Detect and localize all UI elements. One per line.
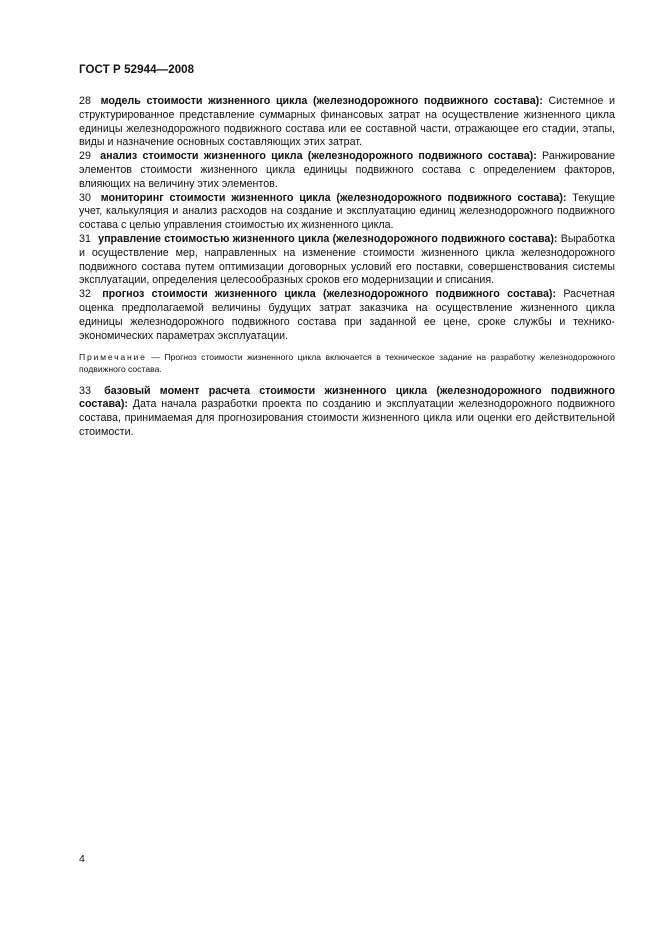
term-definition: Выработка и осуществление мер, направленных на изменение стоимости жизненного цикла железнодорожного подвижного состава путем оптимизации договорных условий его поставки, совершенствования системы эксплуатации, определения целесообразных сроков его модернизации и списания. — [79, 232, 615, 287]
note-text: — Прогноз стоимости жизненного цикла включается в техническое задание на разработку железнодорожного подвижного состава. — [79, 352, 616, 374]
term-number: 28 — [79, 95, 91, 107]
term-name: прогноз стоимости жизненного цикла (железнодорожного подвижного состава): — [102, 288, 557, 301]
term-entry-33 — [79, 385, 615, 440]
note — [79, 352, 615, 375]
term-entry-30 — [79, 192, 615, 233]
term-entry-28 — [79, 95, 615, 150]
note-label: Примечание — [79, 352, 147, 363]
term-definition: Текущие учет, калькуляция и анализ расходов на создание и эксплуатацию единиц железнодорожного подвижного состава с целью управления стоимостью их жизненного цикла. — [79, 191, 615, 232]
term-name: мониторинг стоимости жизненного цикла (железнодорожного подвижного состава): — [100, 191, 567, 204]
term-name: анализ стоимости жизненного цикла (железнодорожного подвижного состава): — [100, 150, 537, 163]
document-header: ГОСТ Р 52944—2008 — [79, 64, 195, 76]
term-name: модель стоимости жизненного цикла (железнодорожного подвижного состава): — [100, 95, 543, 107]
term-name: управление стоимостью жизненного цикла (железнодорожного подвижного состава): — [98, 232, 558, 245]
term-definition: Расчетная оценка предполагаемой величины будущих затрат заказчика на осуществление жизненного цикла единицы железнодорожного подвижного состава при заданной ее цене, сроке службы и технико-экономических параметрах эксплуатации. — [79, 288, 615, 342]
term-number: 30 — [79, 191, 91, 204]
term-definition: Дата начала разработки проекта по созданию и эксплуатации железнодорожного подвижного состава, принимаемая для прогнозирования стоимости жизненного цикла или оценки его действительной стоимости. — [79, 398, 615, 438]
term-entry-32 — [79, 288, 615, 343]
term-entry-31 — [79, 233, 615, 288]
term-number: 33 — [79, 384, 91, 397]
term-definition: Ранжирование элементов стоимости жизненного цикла единицы подвижного состава с определением факторов, влияющих на величину этих элементов. — [79, 150, 615, 190]
document-body — [79, 95, 615, 440]
term-name: базовый момент расчета стоимости жизненного цикла (железнодорожного подвижного состава): — [79, 384, 615, 411]
term-number: 29 — [79, 150, 91, 163]
term-definition: Системное и структурированное представление суммарных финансовых затрат на осуществление жизненного цикла единицы железнодорожного подвижного состава или ее составной части, отражающее его стадии, этапы, виды и назначение основных составляющих этих затрат. — [79, 95, 615, 149]
page-number: 4 — [79, 853, 85, 865]
term-number: 31 — [79, 232, 91, 245]
term-number: 32 — [79, 288, 91, 301]
term-entry-29 — [79, 150, 615, 191]
